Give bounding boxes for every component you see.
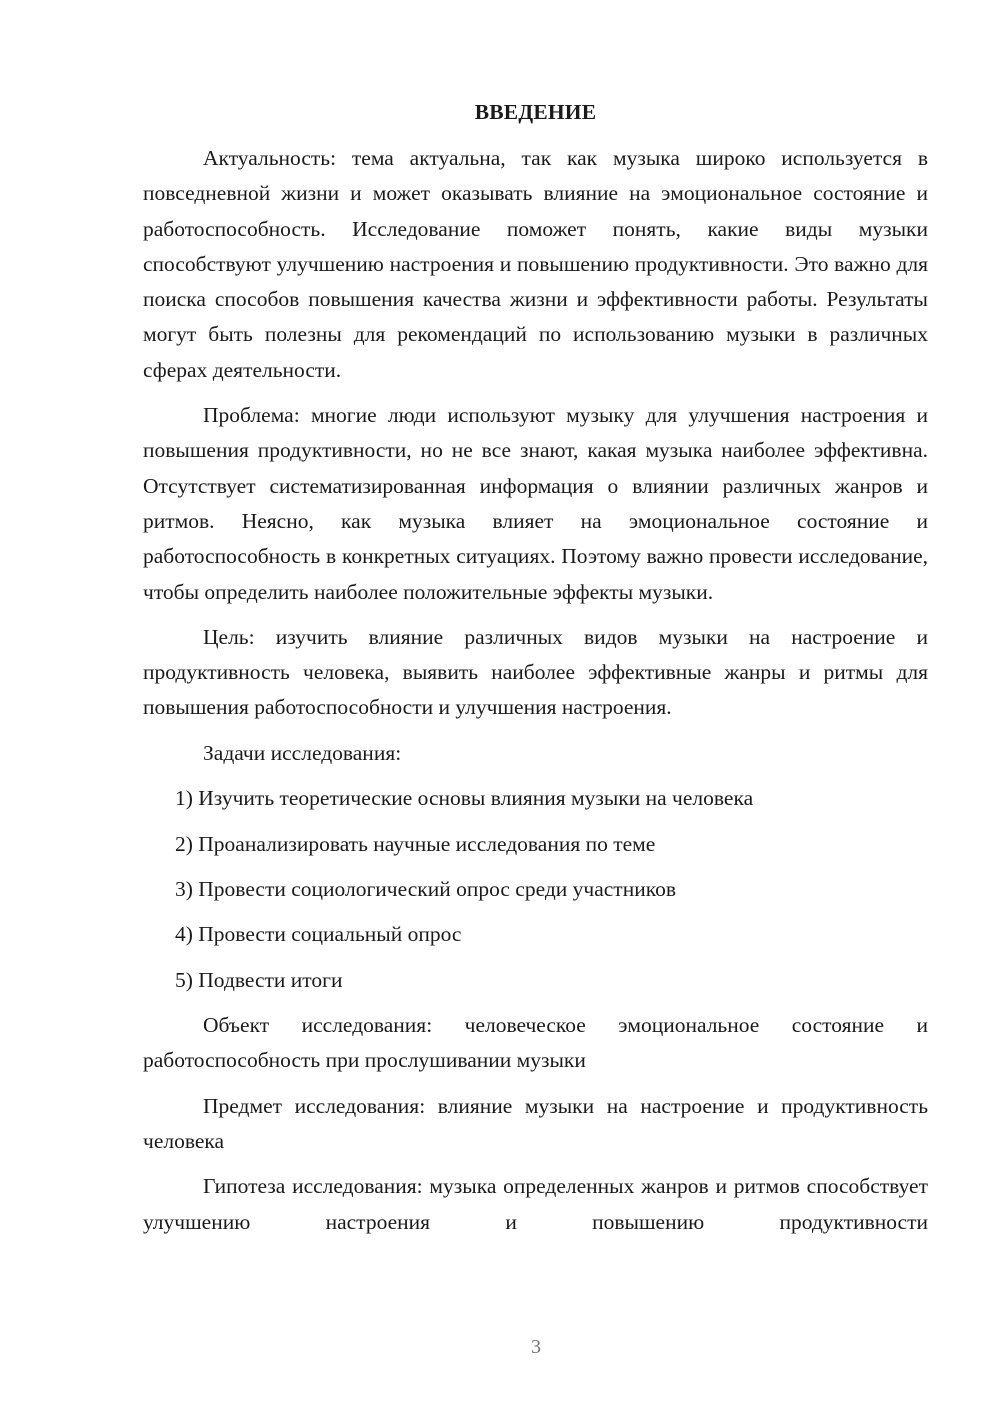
paragraph-subject: Предмет исследования: влияние музыки на настроение и продуктивность человека: [143, 1093, 928, 1153]
list-item: 1) Изучить теоретические основы влияния музыки на человека: [175, 786, 754, 811]
list-item: 3) Провести социологический опрос среди участников: [175, 876, 676, 901]
paragraph-relevance: Актуальность: тема актуальна, так как музыка широко используется в повседневной жизни и может оказывать влияние на эмоциональное состояние и работоспособность. Исследование поможет понять, какие виды музыки способствуют улучшению настроения и повышению продуктивности. Это важно для поиска способов повышения качества жизни и эффективности работы. Результаты могут быть полезны для рекомендаций по использованию музыки в различных сферах деятельности.: [143, 146, 928, 382]
document-page: [143, 96, 928, 1240]
list-item: 4) Провести социальный опрос: [175, 922, 462, 947]
page-title: ВВЕДЕНИЕ: [474, 100, 597, 124]
tasks-heading: Задачи исследования:: [203, 740, 402, 765]
tasks-list: [143, 781, 928, 998]
paragraph-hypothesis: Гипотеза исследования: музыка определенных жанров и ритмов способствует улучшению настроения и повышению продуктивности: [143, 1174, 928, 1234]
list-item: 2) Проанализировать научные исследования по теме: [175, 831, 656, 856]
list-item: 5) Подвести итоги: [175, 967, 343, 992]
paragraph-object: Объект исследования: человеческое эмоциональное состояние и работоспособность при прослушивании музыки: [143, 1013, 928, 1073]
page-number: 3: [531, 1336, 541, 1358]
paragraph-problem: Проблема: многие люди используют музыку для улучшения настроения и повышения продуктивности, но не все знают, какая музыка наиболее эффективна. Отсутствует систематизированная информация о влиянии различных жанров и ритмов. Неясно, как музыка влияет на эмоциональное состояние и работоспособность в конкретных ситуациях. Поэтому важно провести исследование, чтобы определить наиболее положительные эффекты музыки.: [143, 403, 928, 604]
paragraph-goal: Цель: изучить влияние различных видов музыки на настроение и продуктивность человека, выявить наиболее эффективные жанры и ритмы для повышения работоспособности и улучшения настроения.: [143, 624, 928, 720]
